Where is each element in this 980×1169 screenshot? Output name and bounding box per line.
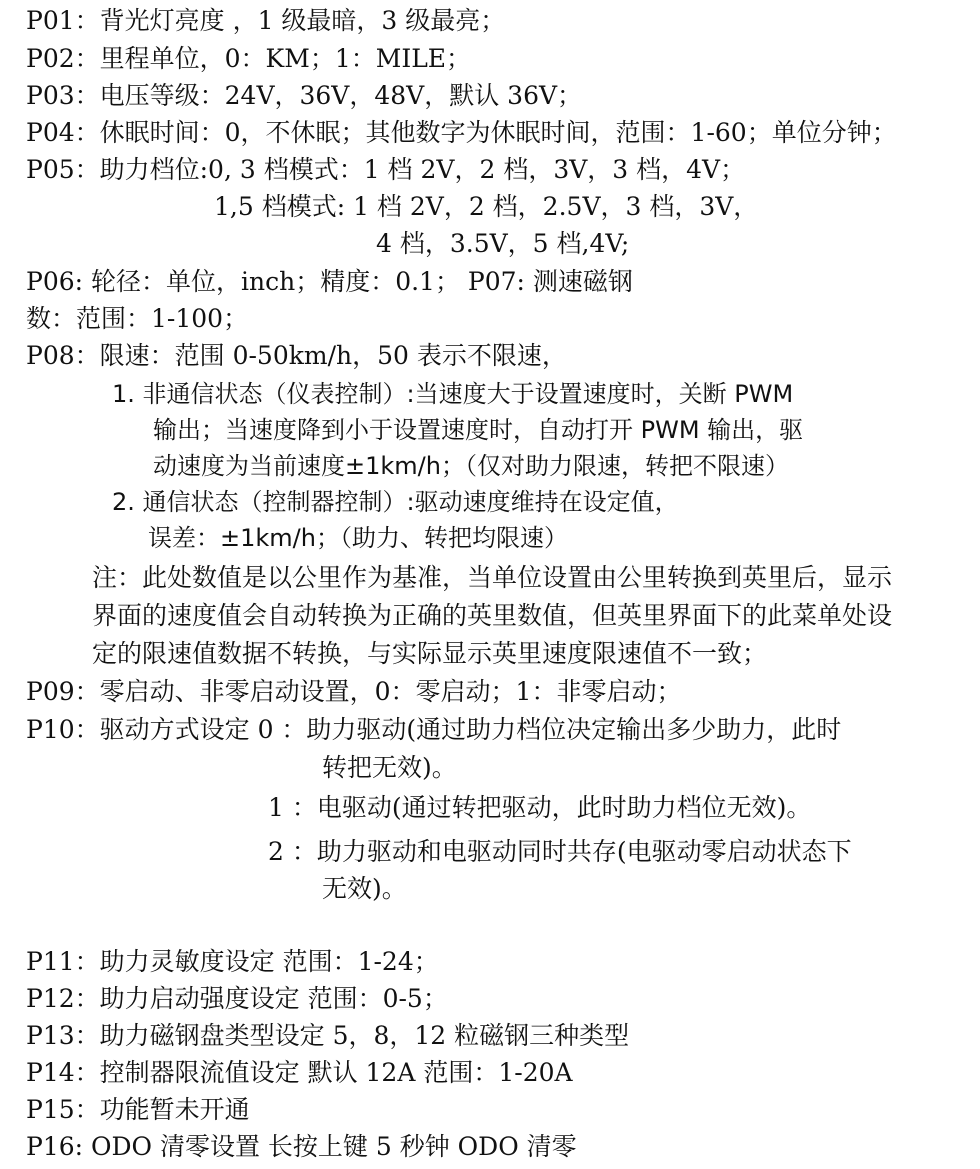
param-p05-mode5-line2: 4 档，3.5V，5 档,4V; bbox=[376, 229, 630, 258]
param-p05-mode5-line1: 1,5 档模式: 1 档 2V，2 档，2.5V，3 档，3V， bbox=[214, 192, 759, 221]
param-p09: P09：零启动、非零启动设置，0：零启动；1：非零启动； bbox=[26, 677, 682, 706]
p08-item-2-line1: 2. 通信状态（控制器控制）:驱动速度维持在设定值， bbox=[112, 488, 679, 516]
param-p14: P14：控制器限流值设定 默认 12A 范围：1-20A bbox=[26, 1058, 573, 1087]
p08-note-line1: 注：此处数值是以公里作为基准，当单位设置由公里转换到英里后，显示 bbox=[92, 563, 893, 592]
param-p01: P01：背光灯亮度 ，1 级最暗，3 级最亮； bbox=[26, 6, 506, 35]
param-p10: P10：驱动方式设定 0 ：助力驱动(通过助力档位决定输出多少助力，此时 bbox=[26, 715, 842, 744]
param-p13: P13：助力磁钢盘类型设定 5，8，12 粒磁钢三种类型 bbox=[26, 1021, 630, 1050]
p10-option2: 2 ：助力驱动和电驱动同时共存(电驱动零启动状态下 bbox=[268, 837, 852, 866]
param-p15: P15：功能暂未开通 bbox=[26, 1095, 250, 1124]
p08-item-1-line1: 1. 非通信状态（仪表控制）:当速度大于设置速度时，关断 PWM bbox=[112, 380, 794, 408]
p08-note-line3: 定的限速值数据不转换，与实际显示英里速度限速值不一致； bbox=[92, 639, 768, 668]
param-p03: P03：电压等级：24V，36V，48V，默认 36V； bbox=[26, 81, 583, 110]
param-p08: P08：限速：范围 0-50km/h，50 表示不限速， bbox=[26, 341, 567, 370]
p10-option2-cont: 无效)。 bbox=[322, 874, 407, 903]
param-p05: P05：助力档位:0, 3 档模式：1 档 2V，2 档，3V，3 档，4V； bbox=[26, 155, 746, 184]
param-p16: P16: ODO 清零设置 长按上键 5 秒钟 ODO 清零 bbox=[26, 1132, 577, 1161]
p08-note-line2: 界面的速度值会自动转换为正确的英里数值，但英里界面下的此菜单处设 bbox=[92, 601, 893, 630]
param-p11: P11：助力灵敏度设定 范围：1-24； bbox=[26, 947, 439, 976]
p08-item-2-line2: 误差：±1km/h；（助力、转把均限速） bbox=[148, 524, 568, 552]
param-p04: P04：休眠时间：0，不休眠；其他数字为休眠时间，范围：1-60；单位分钟； bbox=[26, 118, 897, 147]
p08-item-1-line2: 输出；当速度降到小于设置速度时，自动打开 PWM 输出，驱 bbox=[153, 416, 804, 444]
p10-option1: 1 ：电驱动(通过转把驱动，此时助力档位无效)。 bbox=[268, 793, 812, 822]
param-p07-cont: 数：范围：1-100； bbox=[26, 304, 249, 333]
p08-item-1-line3: 动速度为当前速度±1km/h；（仅对助力限速，转把不限速） bbox=[153, 452, 789, 480]
p10-option0-cont: 转把无效)。 bbox=[322, 753, 457, 782]
param-p12: P12：助力启动强度设定 范围：0-5； bbox=[26, 984, 448, 1013]
param-p02: P02：里程单位，0：KM；1：MILE； bbox=[26, 44, 472, 73]
param-p06-p07: P06: 轮径：单位，inch；精度：0.1； P07: 测速磁钢 bbox=[26, 267, 633, 296]
